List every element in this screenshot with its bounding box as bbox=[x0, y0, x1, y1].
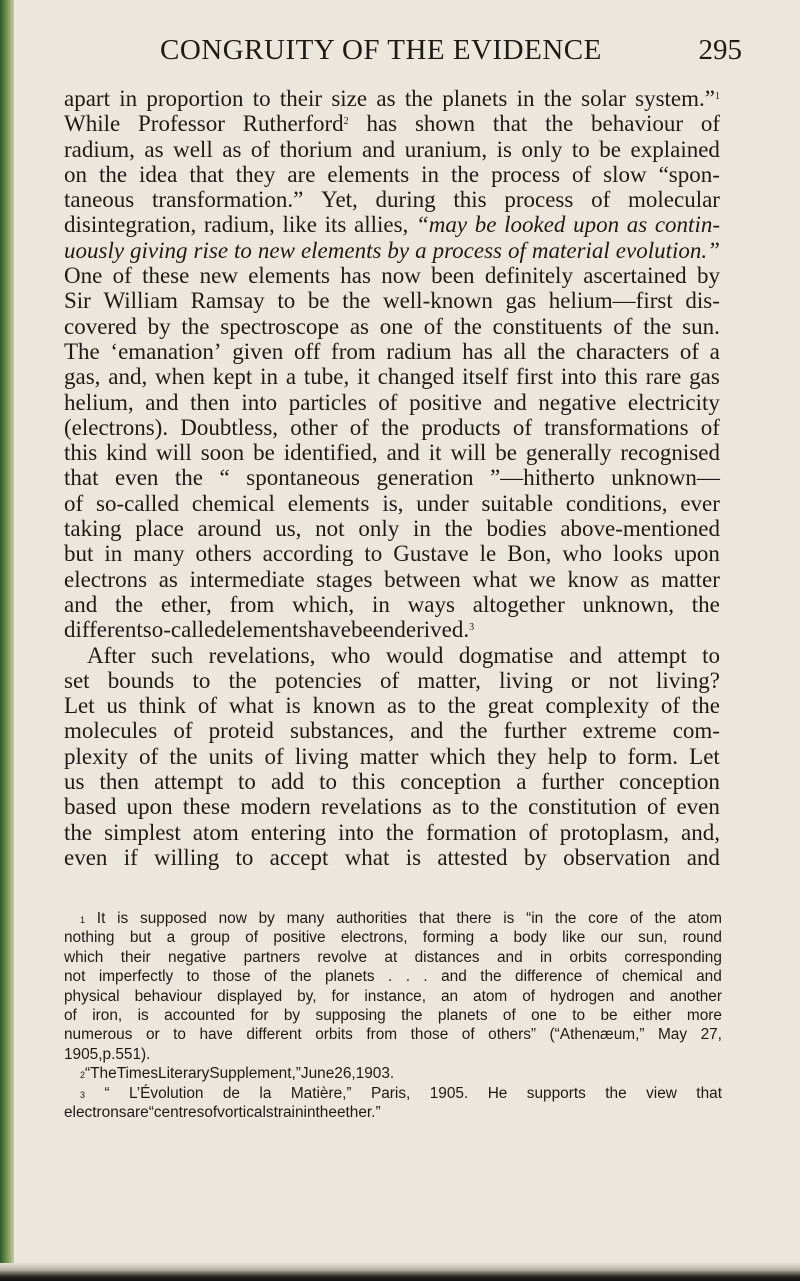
body-line: covered by the spectroscope as one of the constituents of the sun. bbox=[64, 313, 720, 339]
footnote-reference: 2 bbox=[343, 116, 349, 128]
footnote-line: which their negative partners revolve at distances and in orbits corresponding bbox=[64, 948, 722, 966]
body-line: the simplest atom entering into the formation of protoplasm, and, bbox=[64, 819, 720, 845]
book-spine-edge bbox=[0, 0, 14, 1281]
body-line: taneous transformation.” Yet, during this process of molecular bbox=[64, 187, 720, 213]
body-line: disintegration, radium, like its allies, “may be looked upon as contin- bbox=[64, 212, 720, 238]
body-line: While Professor Rutherford$^2$ has shown that the behaviour of bbox=[64, 111, 720, 137]
running-title: CONGRUITY OF THE EVIDENCE bbox=[160, 34, 602, 66]
body-line: this kind will soon be identified, and it will be generally recognised bbox=[64, 440, 720, 466]
footnote-line: 1 It is supposed now by many authorities that there is “in the core of the atom bbox=[80, 910, 722, 927]
body-line: us then attempt to add to this conception a further conception bbox=[64, 769, 720, 795]
body-line: different so-called elements have been derived.$^3$ bbox=[64, 617, 475, 643]
footnote-reference: 1 bbox=[714, 91, 720, 102]
body-line: taking place around us, not only in the bodies above-mentioned bbox=[64, 516, 720, 542]
body-line: After such revelations, who would dogmatise and attempt to bbox=[87, 642, 720, 668]
footnote-line: electrons are “centres of vortical strain in the ether.” bbox=[64, 1103, 381, 1121]
footnotes bbox=[64, 910, 722, 1123]
body-line: One of these new elements has now been definitely ascertained by bbox=[64, 263, 720, 289]
body-line: molecules of proteid substances, and the further extreme com- bbox=[64, 718, 720, 744]
footnote-line: of iron, is accounted for by supposing the planets of one to be either more bbox=[64, 1006, 722, 1024]
footnote-line: 1905, p. 551). bbox=[64, 1045, 151, 1063]
body-line: even if willing to accept what is attested by observation and bbox=[64, 844, 720, 870]
body-line: helium, and then into particles of positive and negative electricity bbox=[64, 389, 720, 415]
footnote-line: 3 “ L’Évolution de la Matière,” Paris, 1905. He supports the view that bbox=[80, 1084, 722, 1102]
footnote-reference: 3 bbox=[469, 622, 475, 634]
body-line: radium, as well as of thorium and uranium, is only to be explained bbox=[64, 136, 720, 162]
body-line: (electrons). Doubtless, other of the products of transformations of bbox=[64, 414, 720, 440]
body-line: apart in proportion to their size as the planets in the solar system.”$^1$ bbox=[64, 86, 720, 111]
body-line: uously giving rise to new elements by a process of material evolution.” bbox=[64, 237, 720, 263]
body-line: that even the “ spontaneous generation ”—hitherto unknown— bbox=[64, 465, 720, 491]
footnote-line: nothing but a group of positive electrons, forming a body like our sun, round bbox=[64, 929, 722, 947]
body-line: based upon these modern revelations as to the constitution of even bbox=[64, 794, 720, 820]
body-line: but in many others according to Gustave le Bon, who looks upon bbox=[64, 541, 720, 567]
page-header bbox=[60, 32, 760, 76]
body-text bbox=[64, 86, 720, 870]
body-line: The ‘emanation’ given off from radium has all the characters of a bbox=[64, 338, 720, 364]
body-line: set bounds to the potencies of matter, living or not living? bbox=[64, 667, 720, 693]
footnote-line: 2 “ The Times Literary Supplement,” June 26, 1903. bbox=[80, 1065, 395, 1083]
footnote-marker: 1 bbox=[80, 915, 86, 925]
page-bottom-edge bbox=[0, 1263, 800, 1281]
body-line: Sir William Ramsay to be the well-known gas helium—first dis- bbox=[64, 288, 720, 314]
footnote-marker: 3 bbox=[80, 1089, 86, 1100]
body-line: plexity of the units of living matter which they help to form. Let bbox=[64, 743, 720, 769]
body-line: on the idea that they are elements in the process of slow “spon- bbox=[64, 161, 720, 187]
body-line: and the ether, from which, in ways altogether unknown, the bbox=[64, 591, 720, 617]
footnote-line: numerous or to have different orbits from those of others” (“Athenæum,” May 27, bbox=[64, 1026, 722, 1044]
body-line: of so-called chemical elements is, under suitable conditions, ever bbox=[64, 490, 720, 516]
footnote-line: physical behaviour displayed by, for instance, an atom of hydrogen and another bbox=[64, 987, 722, 1005]
footnote-line: not imperfectly to those of the planets . . . and the difference of chemical and bbox=[64, 968, 722, 986]
footnote-marker: 2 bbox=[80, 1070, 86, 1081]
body-line: Let us think of what is known as to the great complexity of the bbox=[64, 693, 720, 719]
page-number: 295 bbox=[698, 34, 742, 66]
body-line: gas, and, when kept in a tube, it changed itself first into this rare gas bbox=[64, 364, 720, 390]
body-line: electrons as intermediate stages between what we know as matter bbox=[64, 566, 720, 592]
